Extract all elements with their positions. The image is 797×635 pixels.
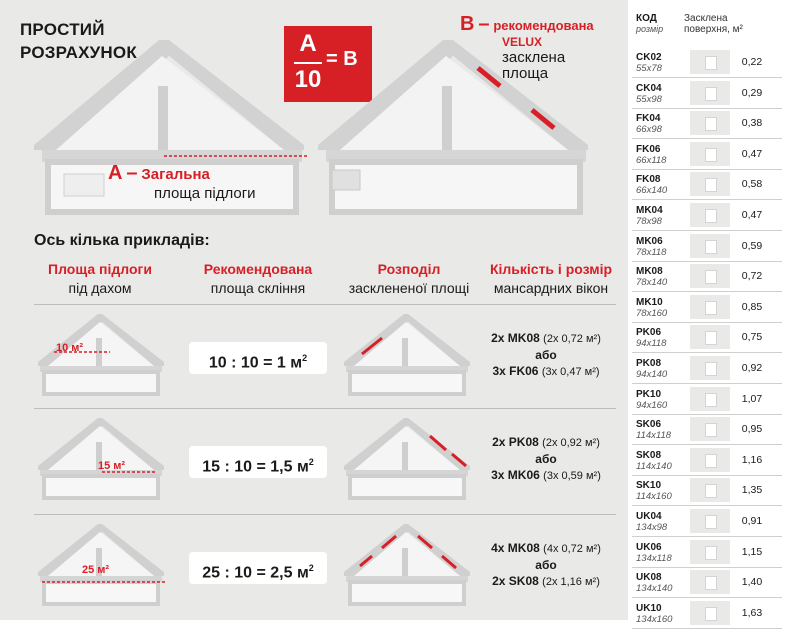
glazed-area-value: 0,72: [741, 270, 763, 283]
formula-box: A 10 = B: [284, 26, 372, 102]
glazed-area-value: 0,58: [741, 178, 763, 191]
table-row: [632, 415, 792, 445]
glazed-area-value: 0,29: [741, 86, 763, 99]
glazed-area-value: 0,22: [741, 56, 763, 68]
glass-icon: [690, 50, 730, 74]
glass-icon: [690, 356, 730, 380]
house-floor-example: [36, 414, 166, 500]
glass-icon: [690, 478, 730, 502]
glass-icon: [690, 417, 730, 441]
glazed-area-value: 1,35: [741, 484, 763, 497]
window-size: 134x98: [636, 522, 668, 533]
ratio-pill: 10 : 10 = 1 $м^2$: [189, 342, 327, 374]
window-code: MK06: [636, 235, 663, 247]
window-options: 2x PK08 (2x 0,92 м²) або 3x MK06 (3x 0,59 м²): [491, 435, 601, 482]
table-row: [632, 79, 792, 109]
window-code: FK04: [636, 113, 661, 125]
col-header-glazing: Рекомендована площа скління: [203, 261, 313, 296]
ratio-pill: 25 : 10 = 2,5 $м^2$: [189, 552, 327, 584]
glazed-area-value: 0,92: [741, 362, 763, 374]
table-row: [632, 599, 792, 629]
window-code: PK08: [636, 358, 662, 369]
table-row: [632, 354, 792, 384]
house-distribution-example: [342, 414, 472, 500]
house-floor-example: [36, 520, 166, 606]
glass-icon: [690, 295, 730, 319]
glazed-area-value: 1,15: [741, 545, 763, 558]
window-code: PK10: [636, 388, 662, 400]
label-a: A – Загальна площа підлоги: [108, 162, 256, 202]
glazed-area-value: 1,63: [741, 606, 763, 619]
window-code: MK10: [636, 296, 663, 308]
table-row: [632, 48, 792, 78]
glass-icon: [690, 509, 730, 533]
glass-icon: [690, 601, 730, 625]
glass-icon: [690, 203, 730, 227]
window-size: 134x118: [636, 552, 672, 564]
floor-area-label: 10 м²: [56, 342, 84, 354]
page-title: ПРОСТИЙ РОЗРАХУНОК: [20, 20, 137, 62]
window-code: MK04: [636, 205, 663, 216]
window-code: UK10: [636, 602, 662, 614]
table-row: [632, 232, 792, 262]
house-distribution-example: [342, 310, 472, 396]
divider: [34, 408, 616, 409]
window-code: MK08: [636, 266, 663, 278]
table-row: [632, 262, 792, 292]
window-code: UK06: [636, 541, 662, 553]
examples-header: Ось кілька прикладів:: [34, 232, 210, 249]
window-size: 114x118: [636, 430, 672, 442]
window-code: SK10: [636, 480, 662, 492]
glazed-area-value: 0,85: [741, 300, 763, 313]
window-size: 55x98: [636, 93, 662, 105]
glazed-area-value: 1,07: [741, 392, 763, 405]
table-header-glass: Засклена поверхня, м²: [684, 13, 743, 35]
col-header-floor: Площа підлоги під дахом: [48, 261, 152, 296]
glass-icon: [690, 172, 730, 196]
table-header-code: КОД: [636, 13, 657, 24]
glass-icon: [690, 234, 730, 258]
glazed-area-value: 0,47: [741, 147, 763, 160]
table-row: [632, 140, 792, 170]
window-code: UK04: [636, 511, 662, 522]
window-code: UK08: [636, 572, 662, 584]
window-code: FK06: [636, 143, 661, 155]
window-size: 114x140: [636, 460, 672, 472]
glazed-area-value: 0,91: [741, 515, 763, 527]
divider: [34, 304, 616, 305]
window-size: 66x118: [636, 154, 667, 166]
floor-area-label: 25 м²: [82, 564, 110, 576]
glass-icon: [690, 540, 730, 564]
window-size: 94x140: [636, 369, 668, 380]
window-options: 2x MK08 (2x 0,72 м²) або 3x FK06 (3x 0,47 м²): [491, 331, 601, 378]
col-header-windows: Кількість і розмір мансардних вікон: [489, 261, 613, 296]
glazed-area-value: 0,38: [741, 117, 763, 130]
table-row: [632, 201, 792, 231]
window-size: 134x160: [636, 613, 673, 625]
window-code: SK08: [636, 449, 662, 461]
window-size: 66x140: [636, 185, 668, 197]
glass-icon: [690, 81, 730, 105]
glass-icon: [690, 448, 730, 472]
table-row: [632, 446, 792, 476]
window-size: 134x140: [636, 583, 673, 595]
table-row: [632, 385, 792, 415]
window-size: 78x140: [636, 277, 668, 289]
window-size: 66x98: [636, 124, 662, 136]
window-options: 4x MK08 (4x 0,72 м²) або 2x SK08 (2x 1,16 м²): [491, 541, 601, 588]
glazed-area-value: 1,16: [741, 453, 763, 466]
glazed-area-value: 0,59: [741, 239, 763, 252]
table-row: [632, 170, 792, 200]
glazed-area-value: 1,40: [741, 576, 763, 589]
window-size: 78x98: [636, 216, 662, 227]
window-code: CK04: [636, 82, 662, 94]
glazed-area-value: 0,95: [741, 423, 763, 436]
table-row: [632, 293, 792, 323]
window-size: 78x160: [636, 307, 668, 319]
glass-icon: [690, 111, 730, 135]
ratio-pill: 15 : 10 = 1,5 $м^2$: [189, 446, 327, 478]
table-row: [632, 507, 792, 537]
col-header-distribution: Розподіл засклененої площі: [348, 261, 470, 296]
floor-area-label: 15 м²: [98, 460, 126, 472]
window-size: 114x160: [636, 491, 672, 503]
window-code: PK06: [636, 327, 662, 339]
label-b: B – рекомендована VELUX засклена площа: [460, 13, 594, 82]
table-row: [632, 109, 792, 139]
divider: [34, 514, 616, 515]
window-size: 78x118: [636, 246, 667, 258]
window-code: FK08: [636, 174, 661, 186]
glass-icon: [690, 325, 730, 349]
table-row: [632, 538, 792, 568]
table-row: [632, 323, 792, 353]
table-row: [632, 568, 792, 598]
window-code: SK06: [636, 419, 662, 431]
house-distribution-example: [342, 520, 472, 606]
glass-icon: [690, 387, 730, 411]
table-header-size: розмір: [636, 24, 664, 34]
glazed-area-value: 0,75: [741, 331, 763, 344]
window-code: CK02: [636, 52, 662, 63]
glazed-area-value: 0,47: [741, 209, 763, 221]
glass-icon: [690, 570, 730, 594]
table-row: [632, 476, 792, 506]
window-size: 94x118: [636, 338, 667, 350]
glass-icon: [690, 264, 730, 288]
glass-icon: [690, 142, 730, 166]
window-size: 55x78: [636, 63, 662, 74]
window-size: 94x160: [636, 399, 668, 411]
